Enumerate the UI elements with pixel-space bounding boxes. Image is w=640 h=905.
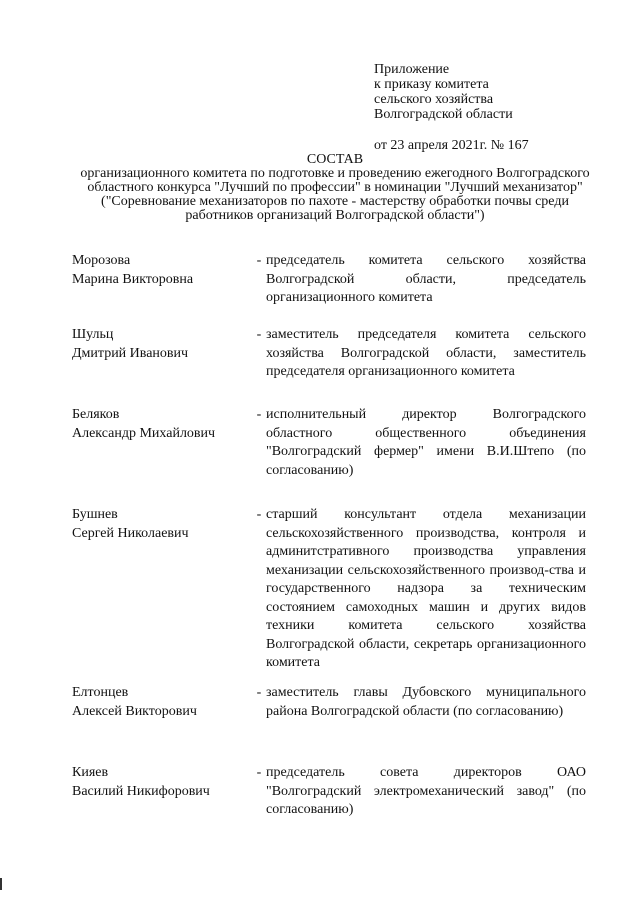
dash-separator: - [256,327,262,342]
member-given-names: Дмитрий Иванович [72,345,189,361]
dash-separator: - [256,407,262,422]
member-name [72,764,252,820]
member-row [72,764,586,820]
member-given-names: Сергей Николаевич [72,525,189,541]
member-surname: Елтонцев [72,685,129,700]
member-role: исполнительный директор Волгоградского областного общественного объединения "Волгоградский фермер" имени В.И.Штепо (по согласованию) [266,407,586,478]
member-surname: Беляков [72,407,120,422]
appendix-line: Приложение [374,62,450,77]
document-heading [70,153,600,223]
member-surname: Кияев [72,765,109,780]
member-name [72,326,252,382]
member-given-names: Марина Викторовна [72,271,194,287]
member-row [72,326,586,382]
document-subtitle: организационного комитета по подготовке и проведению ежегодного Волгоградского областного конкурса "Лучший по профессии" в номинации "Лучший механизатор" ("Соревнование механизаторов по пахоте - мастерству обработки почвы среди работников организаций Волгоградской области") [80,166,590,223]
member-name [72,406,252,480]
dash-separator: - [256,765,262,780]
member-name [72,506,252,673]
appendix-line: сельского хозяйства [374,92,494,107]
member-surname: Бушнев [72,507,118,522]
dash-separator: - [256,685,262,700]
member-role: заместитель председателя комитета сельского хозяйства Волгоградской области, заместитель председателя организационного комитета [266,327,586,379]
dash-separator: - [256,507,262,522]
member-surname: Шульц [72,327,114,342]
member-row [72,506,586,673]
order-date: от 23 апреля 2021г. № 167 [374,138,529,153]
member-given-names: Василий Никифорович [72,783,210,799]
member-role: старший консультант отдела механизации сельскохозяйственного производства, контроля и админитстративного производства управления механизации сельскохозяйственного производ-ства и государственного надзора за техническим состоянием самоходных машин и других видов техники комитета сельского хозяйства Волгоградской области, секретарь организационного комитета [266,507,586,670]
member-row [72,406,586,480]
member-surname: Морозова [72,253,131,268]
member-given-names: Алексей Викторович [72,703,197,719]
dash-separator: - [256,253,262,268]
appendix-header [374,62,529,153]
appendix-line: Волгоградской области [374,107,513,122]
member-given-names: Александр Михайлович [72,425,216,441]
member-row [72,684,586,721]
member-name [72,684,252,721]
member-row [72,252,586,308]
document-title: СОСТАВ [306,152,364,167]
member-role: заместитель главы Дубовского муниципального района Волгоградской области (по согласованию) [266,685,586,719]
member-role: председатель комитета сельского хозяйства Волгоградской области, председатель организационного комитета [266,253,586,305]
scan-edge-mark [0,878,2,890]
member-name [72,252,252,308]
member-role: председатель совета директоров ОАО "Волгоградский электромеханический завод" (по согласованию) [266,765,586,817]
appendix-line: к приказу комитета [374,77,489,92]
